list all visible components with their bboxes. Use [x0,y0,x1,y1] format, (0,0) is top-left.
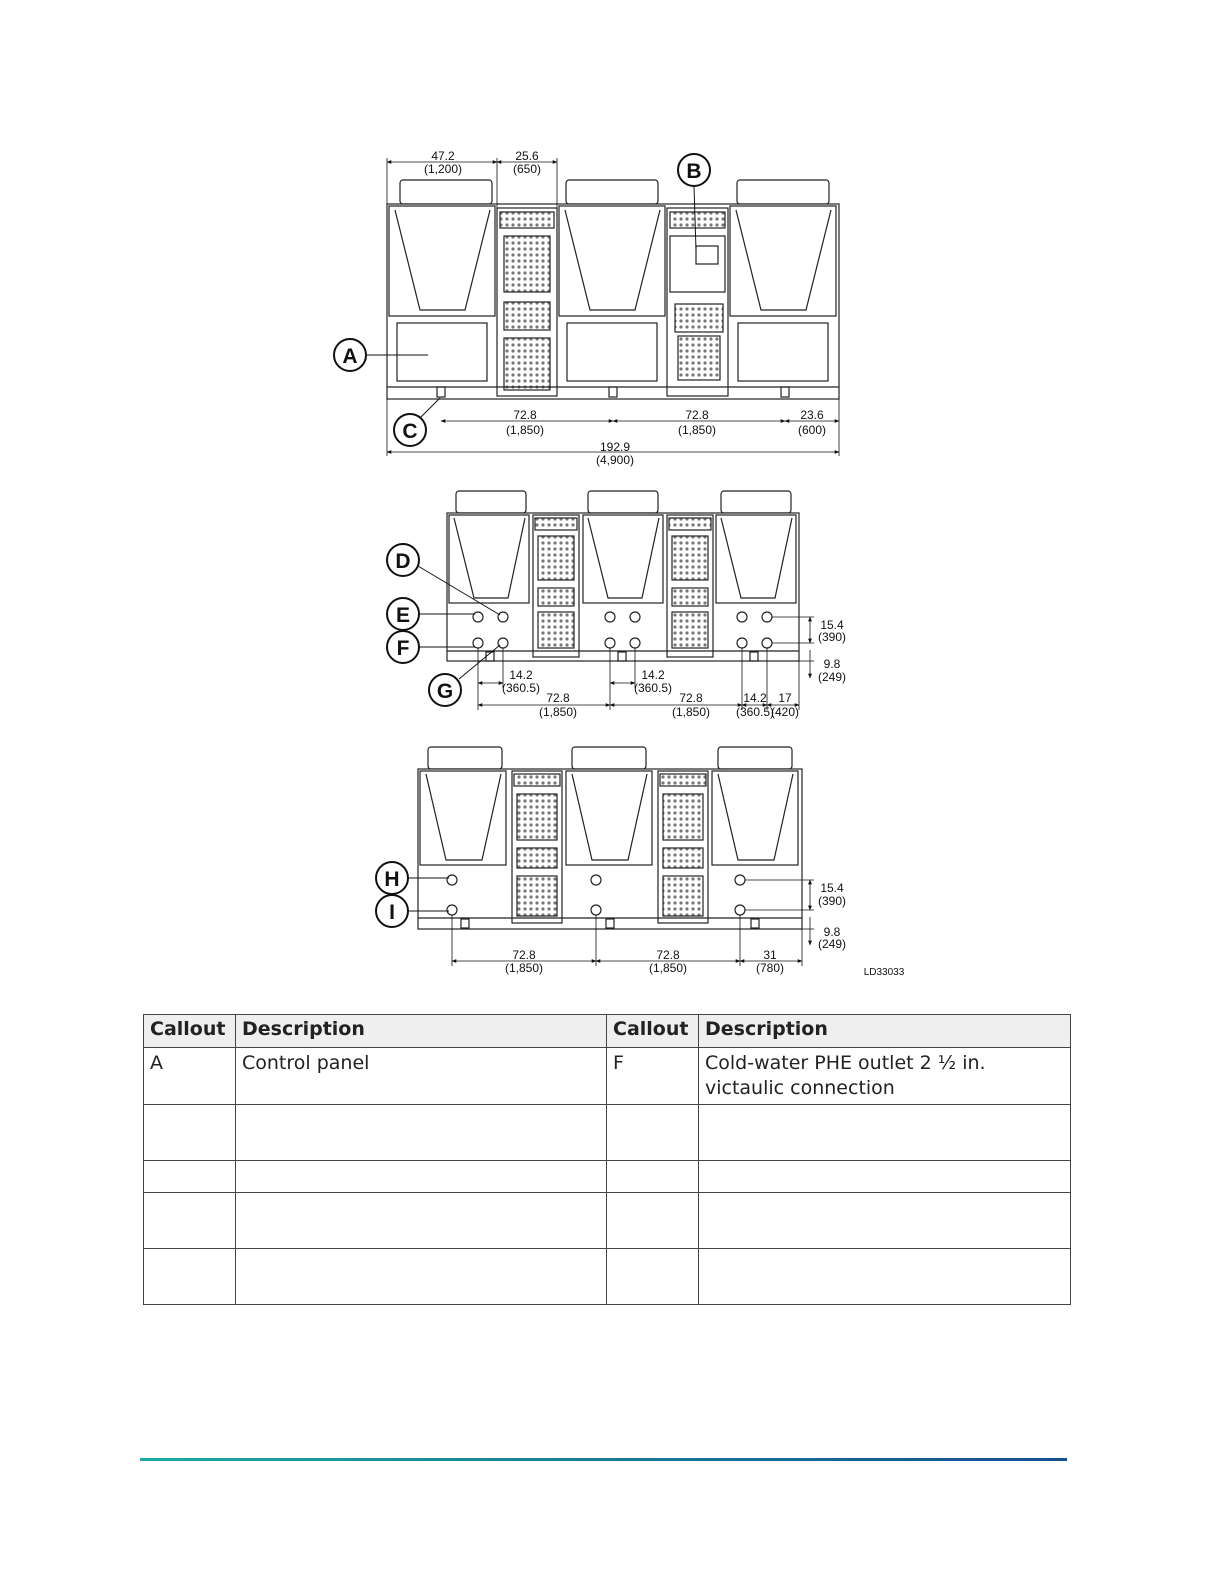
callout-c-label: C [402,420,418,443]
dim-360-5-c: (360.5) [735,705,775,719]
cell-description: Cold-water PHE outlet 2 ½ in. victaulic connection [699,1048,1071,1105]
cell-description [699,1161,1071,1193]
table-header-row [144,1015,1071,1048]
dim-780: (780) [755,961,785,975]
dim-360-5-a: (360.5) [501,681,541,695]
dim-72-8-d: 72.8 [679,691,703,705]
dim-23-6: 23.6 [800,408,824,422]
callout-d-label: D [395,550,411,573]
dim-1850-e: (1,850) [504,961,544,975]
cell-description [236,1105,607,1161]
dim-1850-b: (1,850) [677,423,717,437]
dim-420: (420) [770,705,800,719]
dim-650: (650) [512,162,542,176]
cell-callout [607,1249,699,1305]
dim-390-b: (390) [817,894,847,908]
cell-description [236,1193,607,1249]
header-description-2: Description [699,1015,1071,1048]
table-row [144,1161,1071,1193]
dim-25-6: 25.6 [515,149,539,163]
middle-view [447,491,799,661]
callout-g-label: G [436,680,454,703]
cell-callout [607,1105,699,1161]
callout-a-label: A [342,345,358,368]
dim-14-2-b: 14.2 [641,668,665,682]
table-row [144,1249,1071,1305]
header-callout-2: Callout [607,1015,699,1048]
dim-1850-d: (1,850) [671,705,711,719]
callout-table [143,1014,1071,1305]
footer-rule [140,1458,1067,1461]
dim-17: 17 [778,691,792,705]
top-view [387,180,839,399]
dim-14-2-a: 14.2 [509,668,533,682]
cell-callout [144,1105,236,1161]
dim-1850-c: (1,850) [538,705,578,719]
callout-f-label: F [396,637,410,660]
callout-e-label: E [395,604,411,627]
dim-15-4-b: 15.4 [820,881,844,895]
dim-192-9: 192.9 [599,440,631,454]
dim-1850-f: (1,850) [648,961,688,975]
dim-14-2-c: 14.2 [743,691,767,705]
dim-72-8-a: 72.8 [513,408,537,422]
dim-72-8-e: 72.8 [512,948,536,962]
dim-249-a: (249) [817,670,847,684]
dim-360-5-b: (360.5) [633,681,673,695]
cell-callout [144,1193,236,1249]
cell-description: Control panel [236,1048,607,1105]
dim-4900: (4,900) [595,453,635,467]
dim-1850-a: (1,850) [505,423,545,437]
cell-description [699,1105,1071,1161]
table-row [144,1105,1071,1161]
dim-72-8-c: 72.8 [546,691,570,705]
dim-31: 31 [763,948,777,962]
callout-b-label: B [686,160,702,183]
callout-i-label: I [389,901,395,924]
cell-description [236,1161,607,1193]
cell-callout: F [607,1048,699,1105]
dim-72-8-b: 72.8 [685,408,709,422]
cell-callout: A [144,1048,236,1105]
header-description-1: Description [236,1015,607,1048]
cell-callout [144,1249,236,1305]
dim-249-b: (249) [817,937,847,951]
drawing-code: LD33033 [863,967,905,978]
bottom-view [418,747,802,929]
header-callout-1: Callout [144,1015,236,1048]
dim-1200: (1,200) [423,162,463,176]
dim-47-2: 47.2 [431,149,455,163]
cell-description [699,1193,1071,1249]
dim-72-8-f: 72.8 [656,948,680,962]
cell-description [236,1249,607,1305]
dim-9-8-b: 9.8 [823,925,841,939]
callout-h-label: H [384,868,400,891]
dim-9-8-a: 9.8 [823,657,841,671]
cell-callout [607,1193,699,1249]
dim-15-4-a: 15.4 [820,618,844,632]
dim-600: (600) [797,423,827,437]
cell-callout [144,1161,236,1193]
dim-390-a: (390) [817,630,847,644]
table-row [144,1048,1071,1105]
table-row [144,1193,1071,1249]
cell-description [699,1249,1071,1305]
cell-callout [607,1161,699,1193]
